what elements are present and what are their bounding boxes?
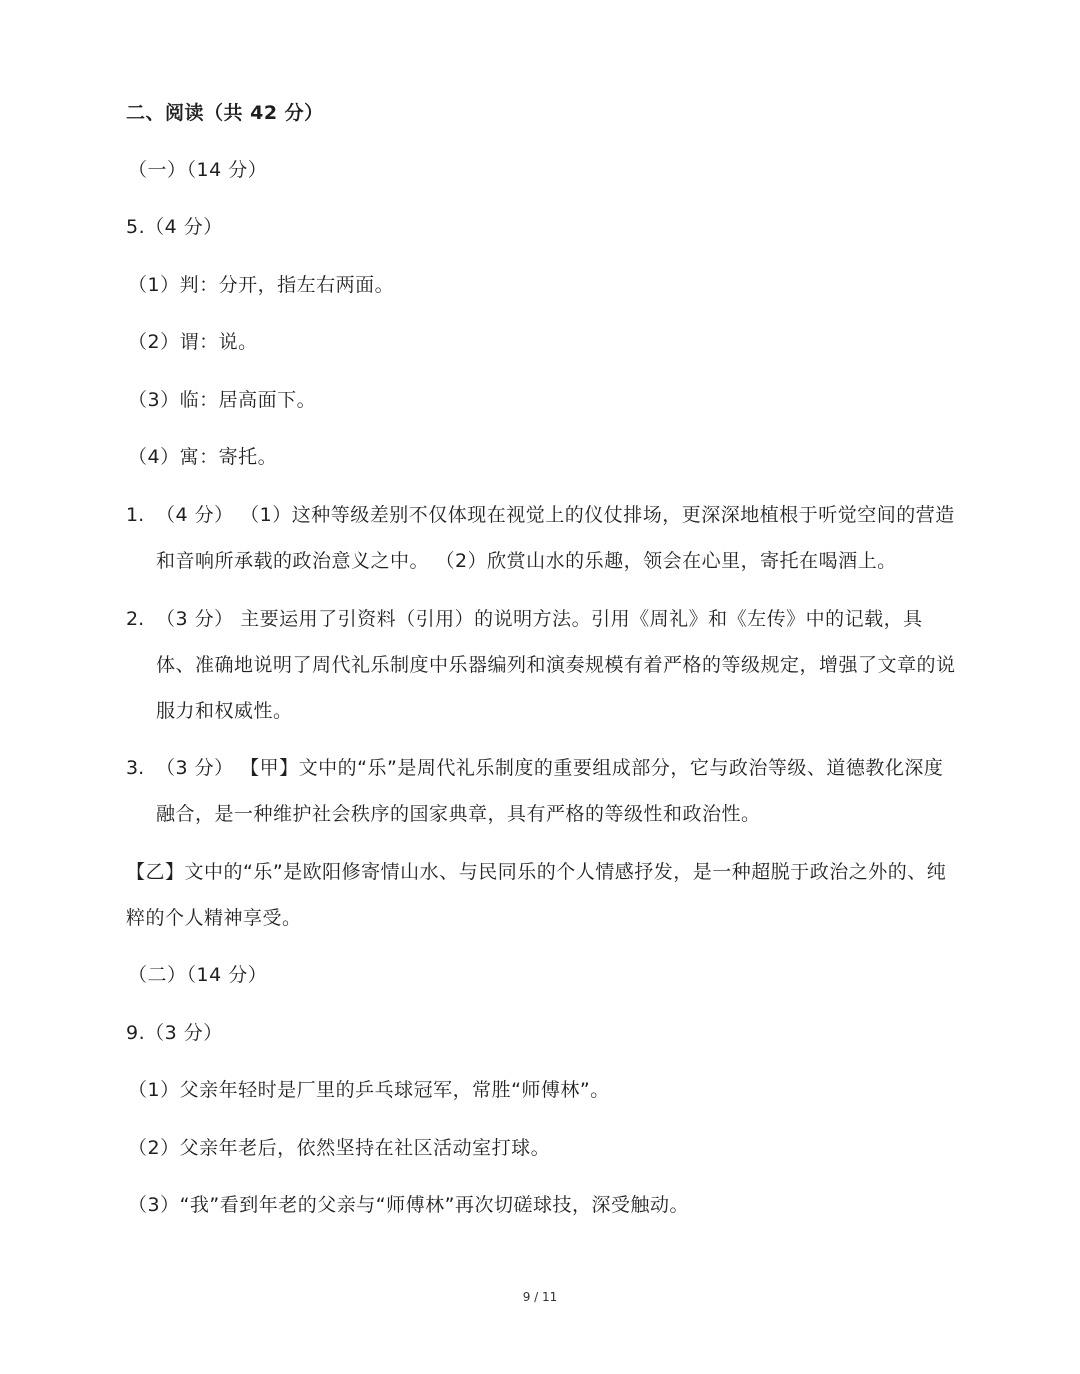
answer-item-2 — [126, 596, 956, 734]
answer-item-number: 3. — [126, 757, 145, 779]
q9-item-1: （1）父亲年轻时是厂里的乒乓球冠军，常胜“师傅林”。 — [128, 1079, 610, 1101]
q9-item-3: （3）“我”看到年老的父亲与“师傅林”再次切磋球技，深受触动。 — [128, 1194, 689, 1216]
section-title: 二、阅读（共 42 分） — [126, 102, 324, 124]
answer-item-text: （3 分） 主要运用了引资料（引用）的说明方法。引用《周礼》和《左传》中的记载，具体、准确地说明了周代礼乐制度中乐器编列和演奏规模有着严格的等级规定，增强了文章的说服力和权威性。 — [156, 608, 956, 722]
part-one-title: （一）（14 分） — [128, 159, 268, 181]
answer-item-1 — [126, 492, 956, 584]
question-5-heading: 5.（4 分） — [126, 216, 223, 238]
q9-item-2: （2）父亲年老后，依然坚持在社区活动室打球。 — [128, 1137, 551, 1159]
answer-item-text: （3 分） 【甲】文中的“乐”是周代礼乐制度的重要组成部分，它与政治等级、道德教化深度融合，是一种维护社会秩序的国家典章，具有严格的等级性和政治性。 — [156, 757, 944, 825]
part-two-title: （二）（14 分） — [128, 964, 268, 986]
answer-item-number: 1. — [126, 504, 145, 526]
q5-item-4: （4）寓：寄托。 — [128, 446, 278, 468]
q5-item-1: （1）判：分开，指左右两面。 — [128, 274, 395, 296]
answer-item-3 — [126, 745, 956, 837]
yi-paragraph: 【乙】文中的“乐”是欧阳修寄情山水、与民同乐的个人情感抒发，是一种超脱于政治之外的、纯粹的个人精神享受。 — [126, 861, 947, 929]
answer-item-text: （4 分） （1）这种等级差别不仅体现在视觉上的仪仗排场，更深深地植根于听觉空间的营造和音响所承载的政治意义之中。 （2）欣赏山水的乐趣，领会在心里，寄托在喝酒上。 — [156, 504, 955, 572]
q5-item-2: （2）谓：说。 — [128, 331, 258, 353]
answer-item-number: 2. — [126, 608, 145, 630]
q5-item-3: （3）临：居高面下。 — [128, 389, 317, 411]
question-9-heading: 9.（3 分） — [126, 1022, 223, 1044]
page-number: 9 / 11 — [522, 1290, 558, 1304]
